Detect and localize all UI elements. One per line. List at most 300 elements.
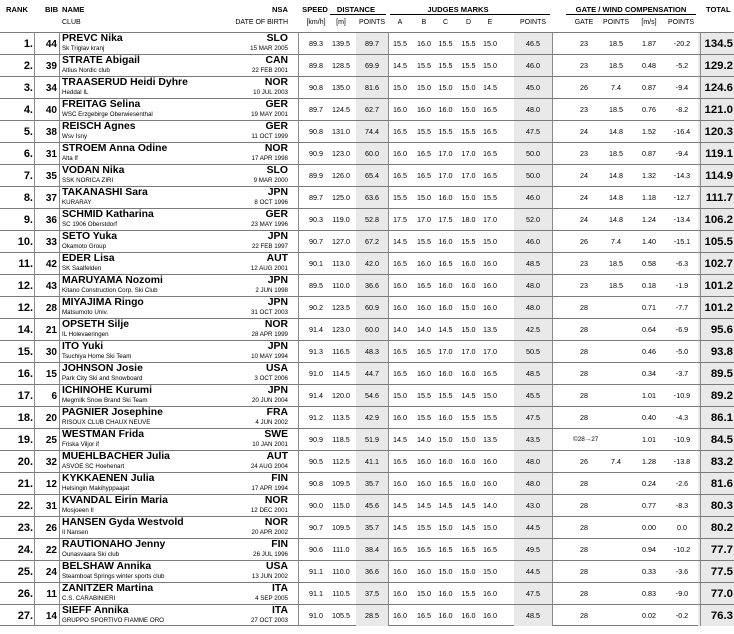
date-of-birth: 10 MAY 1994: [251, 353, 288, 360]
column-separator: [388, 517, 389, 538]
column-separator: [298, 253, 299, 274]
judge-e-mark: 16.0: [483, 457, 497, 466]
judge-e-mark: 15.0: [483, 391, 497, 400]
column-separator: [552, 121, 553, 142]
rank-cell: 9.: [23, 214, 33, 226]
table-row: [0, 98, 734, 120]
total-points: 76.3: [710, 610, 733, 622]
wind-value: 0.34: [642, 369, 656, 378]
judge-a-mark: 14.5: [393, 523, 407, 532]
gate-points: 7.4: [611, 237, 621, 246]
rank-cell: 11.: [18, 258, 33, 270]
distance-value: 110.5: [332, 589, 350, 598]
gate-value: 24: [580, 215, 588, 224]
table-row: [0, 340, 734, 362]
judge-b-mark: 14.0: [417, 435, 431, 444]
wind-value: 0.18: [642, 281, 656, 290]
column-separator: [388, 165, 389, 186]
judge-d-mark: 14.5: [461, 391, 476, 400]
nsa-code: SWE: [264, 429, 288, 440]
date-of-birth: 22 FEB 2001: [251, 67, 288, 74]
column-separator: [298, 231, 299, 252]
table-row: [0, 604, 734, 626]
club-name: Sk Triglav kranj: [62, 45, 105, 52]
judge-a-mark: 16.5: [393, 259, 407, 268]
column-separator: [59, 77, 60, 98]
gate-value: 23: [580, 149, 588, 158]
speed-value: 90.0: [309, 501, 323, 510]
judge-b-mark: 15.5: [417, 61, 431, 70]
judge-c-mark: 16.5: [438, 479, 453, 488]
column-separator: [552, 517, 553, 538]
wind-points: -20.2: [673, 39, 691, 48]
nsa-code: JPN: [267, 385, 288, 396]
wind-points: -10.9: [673, 391, 691, 400]
gate-wind-underline: [566, 14, 696, 15]
judge-a-mark: 16.5: [393, 369, 407, 378]
table-row: [0, 76, 734, 98]
wind-value: 0.33: [642, 567, 656, 576]
wind-value: 1.87: [642, 39, 656, 48]
header-judge-a: A: [397, 19, 403, 26]
judge-d-mark: 15.0: [461, 435, 476, 444]
nsa-code: AUT: [266, 451, 288, 462]
total-points: 124.6: [704, 82, 733, 94]
distance-value: 125.0: [332, 193, 350, 202]
speed-value: 91.4: [309, 391, 323, 400]
column-separator: [388, 231, 389, 252]
column-separator: [59, 539, 60, 560]
column-separator: [34, 143, 35, 164]
column-separator: [388, 99, 389, 120]
distance-points: 44.7: [365, 369, 379, 378]
athlete-name: SIEFF Annika: [62, 605, 129, 616]
column-separator: [59, 253, 60, 274]
speed-value: 91.2: [309, 413, 323, 422]
total-points: 84.5: [710, 434, 733, 446]
column-separator: [552, 319, 553, 340]
judge-b-mark: 16.0: [417, 369, 431, 378]
column-separator: [34, 495, 35, 516]
judges-points: 47.5: [526, 413, 540, 422]
column-separator: [59, 451, 60, 472]
judge-c-mark: 16.0: [438, 413, 453, 422]
speed-value: 89.9: [309, 171, 323, 180]
gate-value: 26: [580, 457, 588, 466]
judge-d-mark: 16.0: [461, 259, 476, 268]
table-row: [0, 318, 734, 340]
speed-value: 91.0: [309, 611, 323, 620]
judge-b-mark: 16.0: [417, 39, 431, 48]
bib-cell: 12: [45, 479, 57, 490]
speed-value: 90.1: [309, 259, 323, 268]
club-name: SC 1906 Oberstdorf: [62, 221, 118, 228]
speed-value: 91.1: [309, 567, 323, 576]
judges-points: 46.0: [526, 61, 540, 70]
nsa-code: SLO: [266, 165, 288, 176]
column-separator: [552, 143, 553, 164]
judge-b-mark: 14.0: [417, 325, 431, 334]
gate-points: 14.8: [609, 215, 623, 224]
bib-cell: 22: [45, 545, 57, 556]
judge-a-mark: 17.5: [393, 215, 407, 224]
column-separator: [59, 429, 60, 450]
header-judge-c: C: [442, 19, 449, 26]
gate-value: 28: [580, 545, 588, 554]
bib-cell: 31: [45, 501, 57, 512]
gate-value: 23: [580, 61, 588, 70]
header-distance: DISTANCE: [336, 5, 376, 14]
athlete-name: SCHMID Katharina: [62, 209, 154, 220]
total-points: 106.2: [704, 214, 733, 226]
column-separator: [34, 385, 35, 406]
club-name: IL Holevaeringen: [62, 331, 109, 338]
distance-value: 115.0: [332, 501, 350, 510]
gate-points: 14.8: [609, 193, 623, 202]
wind-points: -7.7: [675, 303, 689, 312]
bib-cell: 42: [45, 259, 57, 270]
date-of-birth: 9 MAR 2000: [253, 177, 288, 184]
distance-points: 65.4: [365, 171, 379, 180]
club-name: Park City Ski and Snowboard: [62, 375, 143, 382]
judge-a-mark: 16.0: [393, 149, 407, 158]
judge-e-mark: 17.0: [483, 215, 497, 224]
judge-c-mark: 16.0: [438, 457, 453, 466]
wind-value: 1.01: [642, 391, 656, 400]
table-row: [0, 120, 734, 142]
bib-cell: 28: [45, 303, 57, 314]
gate-value: 28: [580, 567, 588, 576]
wind-points: -8.2: [675, 105, 689, 114]
bib-cell: 24: [45, 567, 57, 578]
athlete-name: RAUTIONAHO Jenny: [62, 539, 166, 550]
judge-c-mark: 17.0: [438, 171, 453, 180]
gate-value: 26: [580, 237, 588, 246]
club-name: WSC Erzgebirge Oberwiesenthal: [62, 111, 153, 118]
column-separator: [388, 583, 389, 604]
distance-value: 135.0: [332, 83, 350, 92]
column-separator: [298, 341, 299, 362]
judge-e-mark: 15.0: [483, 523, 497, 532]
athlete-name: ICHINOHE Kurumi: [62, 385, 153, 396]
column-separator: [552, 473, 553, 494]
column-separator: [552, 55, 553, 76]
distance-value: 123.0: [332, 149, 350, 158]
nsa-code: NOR: [264, 77, 288, 88]
athlete-name: TAKANASHI Sara: [62, 187, 148, 198]
judge-c-mark: 17.0: [438, 149, 453, 158]
column-separator: [34, 231, 35, 252]
gate-points: 18.5: [609, 105, 623, 114]
athlete-name: ZANITZER Martina: [62, 583, 154, 594]
club-name: Wsv Isny: [62, 133, 88, 140]
club-name: Kitano Construction Corp. Ski Club: [62, 287, 158, 294]
column-separator: [34, 33, 35, 54]
header-speed: SPEED: [302, 5, 328, 14]
rank-cell: 17.: [17, 390, 33, 402]
column-separator: [552, 99, 553, 120]
column-separator: [59, 209, 60, 230]
column-separator: [34, 407, 35, 428]
judges-points: 49.5: [526, 545, 540, 554]
athlete-name: MARUYAMA Nozomi: [62, 275, 163, 286]
speed-value: 89.7: [309, 105, 323, 114]
column-separator: [34, 473, 35, 494]
column-separator: [59, 385, 60, 406]
distance-points: 28.5: [365, 611, 379, 620]
wind-value: 0.71: [642, 303, 656, 312]
judge-d-mark: 15.5: [461, 39, 476, 48]
athlete-name: KYKKAENEN Julia: [62, 473, 155, 484]
distance-points: 89.7: [365, 39, 379, 48]
club-name: Il Nansen: [62, 529, 89, 536]
judges-points: 48.0: [526, 303, 540, 312]
nsa-code: NOR: [264, 319, 288, 330]
judge-e-mark: 15.0: [483, 237, 497, 246]
athlete-name: FREITAG Selina: [62, 99, 141, 110]
table-row: [0, 274, 734, 296]
judges-points: 48.5: [526, 611, 540, 620]
date-of-birth: 10 JUL 2003: [253, 89, 288, 96]
judge-d-mark: 15.5: [461, 589, 476, 598]
athlete-name: TRAASERUD Heidi Dyhre: [62, 77, 188, 88]
judge-b-mark: 16.0: [417, 105, 431, 114]
column-separator: [298, 319, 299, 340]
wind-value: 1.52: [642, 127, 656, 136]
header-judge-d: D: [465, 19, 472, 26]
column-separator: [552, 407, 553, 428]
nsa-code: FIN: [271, 473, 288, 484]
total-points: 120.3: [704, 126, 733, 138]
distance-points: 67.2: [365, 237, 379, 246]
date-of-birth: 20 JUN 2004: [251, 397, 288, 404]
rank-cell: 25.: [17, 566, 33, 578]
wind-value: 0.94: [642, 545, 656, 554]
speed-value: 91.0: [309, 369, 323, 378]
gate-points: 18.5: [609, 281, 623, 290]
column-separator: [552, 363, 553, 384]
athlete-name: PREVC Nika: [62, 33, 123, 44]
judge-e-mark: 13.5: [483, 325, 497, 334]
column-separator: [34, 517, 35, 538]
rank-cell: 27.: [17, 610, 33, 622]
judge-b-mark: 15.5: [417, 391, 431, 400]
rank-cell: 19.: [17, 434, 33, 446]
column-separator: [298, 363, 299, 384]
judge-b-mark: 16.5: [417, 611, 431, 620]
judge-a-mark: 16.5: [393, 457, 407, 466]
header-rank: RANK: [6, 5, 28, 14]
date-of-birth: 2 JUN 1998: [255, 287, 288, 294]
gate-value: 24: [580, 171, 588, 180]
table-row: [0, 252, 734, 274]
wind-points: -12.7: [673, 193, 691, 202]
column-separator: [298, 517, 299, 538]
club-name: Heddal IL: [62, 89, 89, 96]
table-row: [0, 32, 734, 54]
gate-value: 24: [580, 193, 588, 202]
column-separator: [388, 451, 389, 472]
judges-points: 48.0: [526, 281, 540, 290]
header-judge-e: E: [487, 19, 493, 26]
column-separator: [388, 605, 389, 626]
athlete-name: JOHNSON Josie: [62, 363, 143, 374]
speed-value: 90.7: [309, 237, 323, 246]
wind-value: 0.77: [642, 501, 656, 510]
gate-value: 28: [580, 369, 588, 378]
speed-value: 90.5: [309, 457, 323, 466]
wind-value: 1.32: [642, 171, 656, 180]
column-separator: [298, 187, 299, 208]
wind-points: -6.3: [675, 259, 689, 268]
judge-c-mark: 16.5: [438, 545, 453, 554]
judge-d-mark: 17.0: [461, 149, 476, 158]
column-separator: [552, 385, 553, 406]
judge-c-mark: 16.0: [438, 237, 453, 246]
judge-c-mark: 16.0: [438, 303, 453, 312]
rank-cell: 21.: [17, 478, 33, 490]
judge-b-mark: 15.5: [417, 413, 431, 422]
date-of-birth: 20 APR 2002: [251, 529, 288, 536]
wind-value: 0.87: [642, 83, 656, 92]
date-of-birth: 31 OCT 2003: [250, 309, 288, 316]
speed-value: 90.9: [309, 435, 323, 444]
judge-a-mark: 16.5: [393, 545, 407, 554]
gate-value: 28: [580, 391, 588, 400]
club-name: Megmilk Snow Brand Ski Team: [62, 397, 148, 404]
judge-a-mark: 16.0: [393, 589, 407, 598]
column-separator: [298, 473, 299, 494]
judge-a-mark: 15.5: [393, 193, 407, 202]
bib-cell: 40: [45, 105, 57, 116]
club-name: Altius Nordic club: [62, 67, 110, 74]
column-separator: [59, 605, 60, 626]
judges-points: 45.0: [526, 83, 540, 92]
column-separator: [552, 539, 553, 560]
judge-d-mark: 15.0: [461, 193, 476, 202]
wind-points: -10.9: [673, 435, 691, 444]
column-separator: [34, 429, 35, 450]
column-separator: [59, 407, 60, 428]
gate-points: 18.5: [609, 61, 623, 70]
column-separator: [388, 363, 389, 384]
column-separator: [34, 275, 35, 296]
judge-d-mark: 18.0: [461, 215, 476, 224]
judge-e-mark: 15.5: [483, 413, 497, 422]
column-separator: [34, 297, 35, 318]
column-separator: [552, 341, 553, 362]
gate-value: ©28→27: [573, 436, 599, 443]
date-of-birth: 17 APR 1994: [251, 485, 288, 492]
rank-cell: 5.: [23, 126, 33, 138]
distance-value: 127.0: [332, 237, 350, 246]
column-separator: [34, 77, 35, 98]
column-separator: [552, 275, 553, 296]
club-name: SSK NORICA ZIRI: [62, 177, 114, 184]
judges-points: 44.5: [526, 523, 540, 532]
bib-cell: 36: [45, 215, 57, 226]
distance-points: 62.7: [365, 105, 379, 114]
wind-value: 0.58: [642, 259, 656, 268]
header-wind-unit: [m/s]: [641, 19, 657, 26]
date-of-birth: 13 JUN 2002: [251, 573, 288, 580]
bib-cell: 32: [45, 457, 57, 468]
date-of-birth: 23 MAY 1996: [251, 221, 288, 228]
wind-points: -2.6: [675, 479, 689, 488]
athlete-name: STROEM Anna Odine: [62, 143, 168, 154]
column-separator: [298, 33, 299, 54]
judge-b-mark: 16.0: [417, 567, 431, 576]
judges-points: 46.5: [526, 39, 540, 48]
bib-cell: 43: [45, 281, 57, 292]
column-separator: [59, 583, 60, 604]
wind-value: 0.24: [642, 479, 656, 488]
distance-value: 124.5: [332, 105, 350, 114]
total-points: 111.7: [705, 192, 733, 204]
judges-points: 44.5: [526, 567, 540, 576]
judge-d-mark: 16.0: [461, 281, 476, 290]
column-separator: [34, 121, 35, 142]
athlete-name: STRATE Abigail: [62, 55, 140, 66]
judge-b-mark: 15.0: [417, 193, 431, 202]
column-separator: [34, 187, 35, 208]
column-separator: [388, 385, 389, 406]
judges-points: 48.5: [526, 259, 540, 268]
athlete-name: MUEHLBACHER Julia: [62, 451, 170, 462]
judges-points: 50.0: [526, 171, 540, 180]
date-of-birth: 17 APR 1998: [251, 155, 288, 162]
bib-cell: 34: [45, 83, 57, 94]
distance-points: 60.0: [365, 325, 379, 334]
judge-b-mark: 16.0: [417, 259, 431, 268]
club-name: Steamboat Springs winter sports club: [62, 573, 165, 580]
judge-c-mark: 16.0: [438, 589, 453, 598]
judge-a-mark: 14.5: [393, 501, 407, 510]
header-judges-marks: JUDGES MARKS: [427, 5, 489, 14]
column-separator: [34, 363, 35, 384]
judges-points: 52.0: [526, 215, 540, 224]
total-points: 89.2: [710, 390, 733, 402]
nsa-code: JPN: [267, 231, 288, 242]
distance-points: 54.6: [365, 391, 379, 400]
judges-points: 46.0: [526, 193, 540, 202]
column-separator: [298, 165, 299, 186]
column-separator: [298, 77, 299, 98]
header-wind-points: POINTS: [667, 19, 695, 26]
judges-points: 46.0: [526, 237, 540, 246]
total-points: 105.5: [704, 236, 733, 248]
distance-points: 38.4: [365, 545, 379, 554]
judge-a-mark: 14.5: [393, 435, 407, 444]
column-separator: [388, 77, 389, 98]
distance-value: 116.5: [332, 347, 350, 356]
judge-d-mark: 14.5: [461, 501, 476, 510]
judge-a-mark: 16.0: [393, 413, 407, 422]
date-of-birth: 15 MAR 2005: [250, 45, 288, 52]
judge-a-mark: 16.0: [393, 303, 407, 312]
judge-c-mark: 16.0: [438, 281, 453, 290]
judge-a-mark: 14.5: [393, 237, 407, 246]
distance-points: 35.7: [365, 479, 379, 488]
judges-points: 48.0: [526, 479, 540, 488]
judge-d-mark: 16.0: [461, 369, 476, 378]
column-separator: [388, 495, 389, 516]
nsa-code: JPN: [267, 297, 288, 308]
judge-d-mark: 15.5: [461, 413, 476, 422]
date-of-birth: 10 JAN 2001: [252, 441, 288, 448]
column-separator: [298, 561, 299, 582]
wind-value: 0.87: [642, 149, 656, 158]
